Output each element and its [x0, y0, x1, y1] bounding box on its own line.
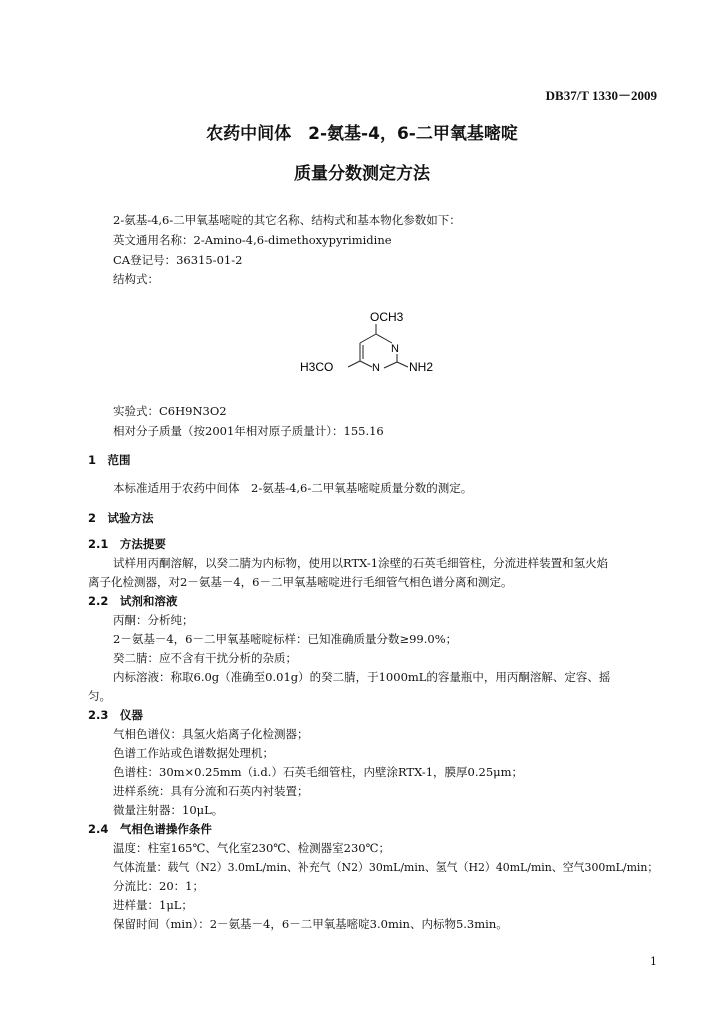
ring-n-upper: N — [391, 343, 399, 355]
structure-label: 结构式： — [113, 272, 159, 286]
section-2-heading: 2 试验方法 — [88, 511, 154, 525]
instrument-gc: 气相色谱仪：具氢火焰离子化检测器； — [113, 727, 309, 741]
molecular-mass: 相对分子质量（按2001年相对原子质量计）：155.16 — [113, 424, 384, 438]
section-2-1-line-2: 离子化检测器，对2－氨基－4，6－二甲氧基嘧啶进行毛细管气相色谱分离和测定。 — [88, 575, 513, 589]
english-name: 英文通用名称：2-Amino-4,6-dimethoxypyrimidine — [113, 233, 392, 247]
reagent-sebaconitrile: 癸二腈：应不含有干扰分析的杂质； — [113, 651, 297, 665]
standard-number: DB37/T 1330－2009 — [545, 88, 657, 103]
instrument-syringe: 微量注射器：10μL。 — [113, 803, 224, 817]
document-title: 农药中间体 2-氨基-4，6-二甲氧基嘧啶 — [206, 124, 518, 144]
section-2-4-heading: 2.4 气相色谱操作条件 — [88, 822, 212, 836]
condition-split-ratio: 分流比：20：1； — [113, 879, 204, 893]
instrument-injection: 进样系统：具有分流和石英内衬装置； — [113, 784, 309, 798]
right-group-label: NH2 — [409, 360, 434, 374]
instrument-column: 色谱柱：30m×0.25mm（i.d.）石英毛细管柱，内壁涂RTX-1，膜厚0.25μm； — [113, 765, 524, 779]
document-subtitle: 质量分数测定方法 — [294, 164, 430, 184]
section-2-2-heading: 2.2 试剂和溶液 — [88, 594, 178, 608]
instrument-workstation: 色谱工作站或色谱数据处理机； — [113, 746, 274, 760]
section-2-3-heading: 2.3 仪器 — [88, 708, 143, 722]
ring-n-lower: N — [372, 362, 380, 374]
structural-formula — [296, 304, 446, 380]
condition-injection-volume: 进样量：1μL； — [113, 898, 193, 912]
top-group-label: OCH3 — [370, 310, 404, 324]
reagent-internal-standard-cont: 匀。 — [88, 689, 111, 703]
left-group-label: H3CO — [300, 360, 334, 374]
reagent-internal-standard: 内标溶液：称取6.0g（准确至0.01g）的癸二腈，于1000mL的容量瓶中，用丙酮溶解、定容、摇 — [113, 670, 611, 684]
section-1-text: 本标准适用于农药中间体 2-氨基-4,6-二甲氧基嘧啶质量分数的测定。 — [113, 481, 473, 495]
condition-gas-flow: 气体流量：载气（N2）3.0mL/min、补充气（N2）30mL/min、氢气（H2）40mL/min、空气300mL/min； — [113, 860, 659, 874]
condition-retention-time: 保留时间（min）：2－氨基－4，6－二甲氧基嘧啶3.0min、内标物5.3min。 — [113, 917, 508, 931]
ca-number: CA登记号：36315-01-2 — [113, 253, 243, 267]
reagent-standard: 2－氨基－4，6－二甲氧基嘧啶标样：已知准确质量分数≥99.0%； — [113, 632, 458, 646]
intro-line-1: 2-氨基-4,6-二甲氧基嘧啶的其它名称、结构式和基本物化参数如下： — [113, 213, 461, 227]
reagent-acetone: 丙酮：分析纯； — [113, 613, 194, 627]
condition-temperature: 温度：柱室165℃、气化室230℃、检测器室230℃； — [113, 841, 390, 855]
section-2-1-heading: 2.1 方法提要 — [88, 537, 166, 551]
section-2-1-line-1: 试样用丙酮溶解，以癸二腈为内标物，使用以RTX-1涂壁的石英毛细管柱，分流进样装置和氢火焰 — [113, 556, 609, 570]
section-1-heading: 1 范围 — [88, 453, 131, 467]
empirical-formula: 实验式：C6H9N3O2 — [113, 404, 227, 418]
page-number: 1 — [650, 955, 657, 968]
